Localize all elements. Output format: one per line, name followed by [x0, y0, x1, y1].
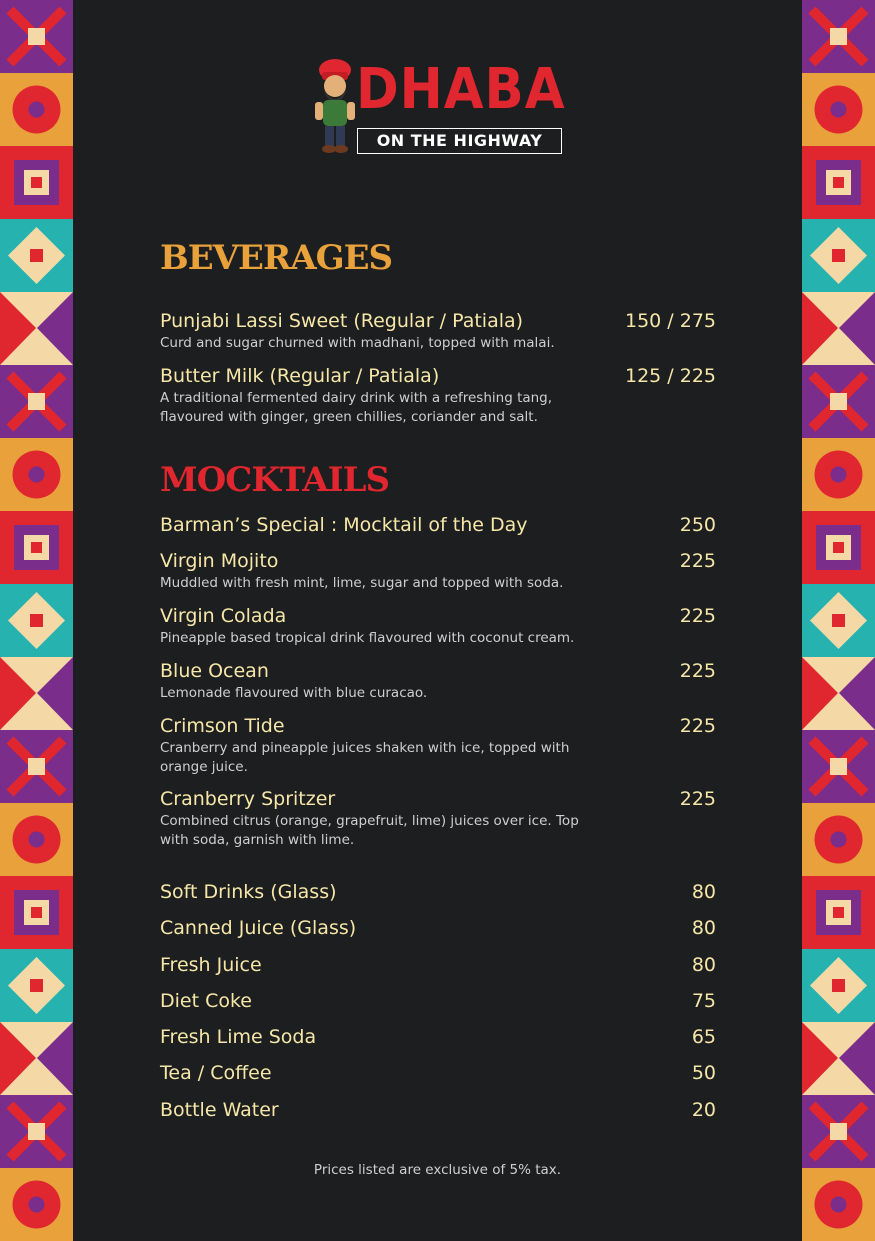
pattern-tile: [0, 584, 73, 657]
pattern-tile: [802, 1168, 875, 1241]
pattern-tile: [802, 657, 875, 730]
pattern-tile: [802, 1095, 875, 1168]
menu-item: [160, 1061, 716, 1085]
pattern-tile: [0, 803, 73, 876]
item-name: Virgin Colada: [160, 605, 287, 627]
pattern-tile: [0, 1168, 73, 1241]
pattern-tile: [0, 219, 73, 292]
item-price: 80: [691, 954, 716, 976]
item-price: 125 / 225: [624, 365, 716, 387]
item-price: 150 / 275: [624, 310, 716, 332]
menu-item: [160, 714, 716, 777]
item-name: Bottle Water: [160, 1099, 279, 1121]
menu-item: [160, 787, 716, 850]
pattern-tile: [802, 146, 875, 219]
mocktails-heading: MOCKTAILS: [160, 460, 390, 500]
pattern-tile: [802, 584, 875, 657]
item-description: A traditional fermented dairy drink with a refreshing tang, flavoured with ginger, green chillies, coriander and salt.: [160, 390, 553, 425]
pattern-tile: [0, 438, 73, 511]
mascot-icon: [310, 56, 360, 156]
pattern-tile: [0, 511, 73, 584]
beverages-heading: BEVERAGES: [160, 238, 393, 278]
item-description: Cranberry and pineapple juices shaken with ice, topped with orange juice.: [160, 740, 570, 775]
item-price: 80: [691, 881, 716, 903]
pattern-tile: [0, 730, 73, 803]
menu-item: [160, 549, 716, 593]
item-description: Pineapple based tropical drink flavoured with coconut cream.: [160, 630, 575, 646]
menu-item: [160, 1025, 716, 1049]
menu-item: [160, 364, 716, 427]
item-name: Virgin Mojito: [160, 550, 279, 572]
item-price: 225: [679, 550, 716, 572]
menu-item: [160, 659, 716, 703]
tax-note: Prices listed are exclusive of 5% tax.: [313, 1162, 562, 1178]
pattern-tile: [802, 876, 875, 949]
menu-item: [160, 604, 716, 648]
pattern-tile: [802, 438, 875, 511]
pattern-tile: [0, 0, 73, 73]
pattern-tile: [802, 0, 875, 73]
pattern-tile: [0, 1022, 73, 1095]
item-price: 50: [691, 1062, 716, 1084]
menu-item: [160, 916, 716, 940]
item-name: Cranberry Spritzer: [160, 788, 336, 810]
item-name: Butter Milk (Regular / Patiala): [160, 365, 440, 387]
pattern-tile: [802, 292, 875, 365]
pattern-tile: [802, 949, 875, 1022]
item-description: Muddled with fresh mint, lime, sugar and topped with soda.: [160, 575, 564, 591]
pattern-tile: [802, 730, 875, 803]
brand-name: DHABA: [356, 57, 566, 122]
pattern-tile: [0, 365, 73, 438]
item-description: Curd and sugar churned with madhani, topped with malai.: [160, 335, 555, 351]
item-name: Fresh Juice: [160, 954, 262, 976]
pattern-tile: [802, 365, 875, 438]
item-price: 20: [691, 1099, 716, 1121]
pattern-tile: [802, 803, 875, 876]
item-price: 225: [679, 660, 716, 682]
brand-logo: [310, 52, 570, 162]
item-price: 250: [679, 514, 716, 536]
pattern-tile: [802, 511, 875, 584]
item-name: Barman’s Special : Mocktail of the Day: [160, 514, 528, 536]
item-name: Tea / Coffee: [160, 1062, 272, 1084]
item-name: Canned Juice (Glass): [160, 917, 357, 939]
item-name: Punjabi Lassi Sweet (Regular / Patiala): [160, 310, 524, 332]
item-description: Lemonade flavoured with blue curacao.: [160, 685, 428, 701]
pattern-tile: [0, 657, 73, 730]
item-name: Blue Ocean: [160, 660, 269, 682]
item-price: 65: [691, 1026, 716, 1048]
item-name: Soft Drinks (Glass): [160, 881, 337, 903]
pattern-tile: [802, 219, 875, 292]
item-price: 80: [691, 917, 716, 939]
pattern-tile: [802, 73, 875, 146]
pattern-tile: [0, 292, 73, 365]
item-name: Crimson Tide: [160, 715, 285, 737]
left-pattern-border: [0, 0, 73, 1241]
item-name: Diet Coke: [160, 990, 252, 1012]
menu-item: [160, 309, 716, 353]
menu-item: [160, 880, 716, 904]
brand-tagline: ON THE HIGHWAY: [357, 128, 562, 154]
menu-item: [160, 513, 716, 537]
item-price: 225: [679, 605, 716, 627]
pattern-tile: [0, 146, 73, 219]
right-pattern-border: [802, 0, 875, 1241]
item-price: 75: [691, 990, 716, 1012]
menu-item: [160, 1098, 716, 1122]
pattern-tile: [0, 949, 73, 1022]
pattern-tile: [0, 73, 73, 146]
pattern-tile: [0, 876, 73, 949]
pattern-tile: [0, 1095, 73, 1168]
pattern-tile: [802, 1022, 875, 1095]
item-price: 225: [679, 788, 716, 810]
item-name: Fresh Lime Soda: [160, 1026, 317, 1048]
item-description: Combined citrus (orange, grapefruit, lime) juices over ice. Top with soda, garnish with lime.: [160, 813, 579, 848]
item-price: 225: [679, 715, 716, 737]
menu-item: [160, 989, 716, 1013]
menu-item: [160, 953, 716, 977]
